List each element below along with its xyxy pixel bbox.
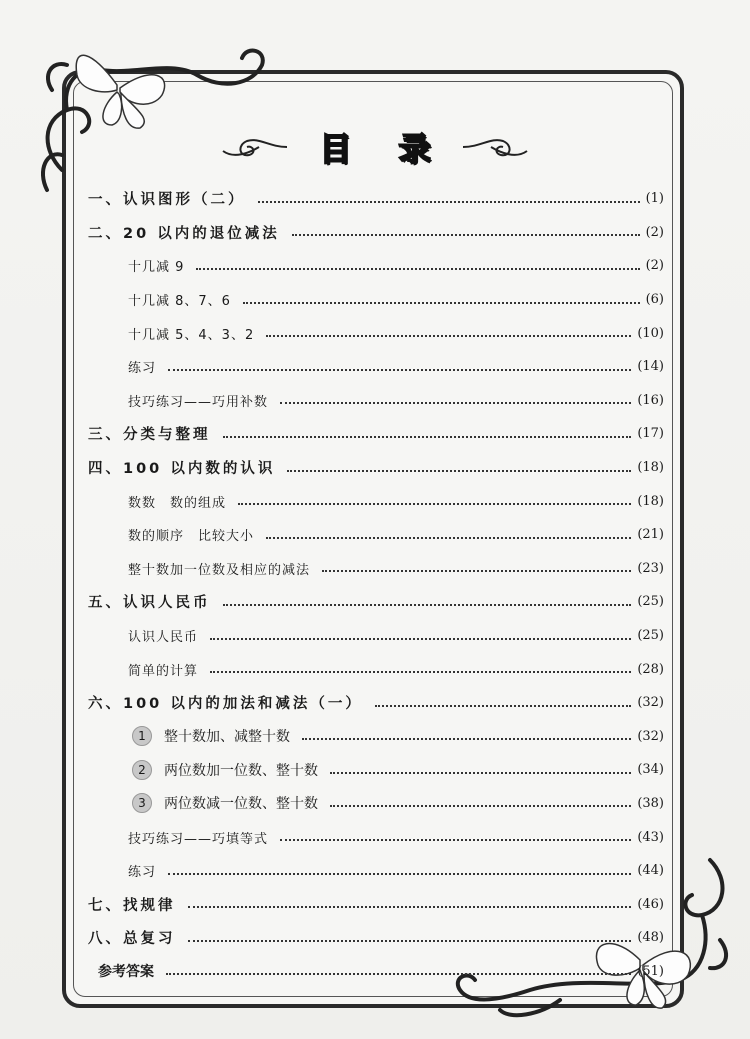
toc-entry[interactable] [88, 552, 664, 586]
toc-entry-label: 一、认识图形（二） [88, 192, 246, 209]
toc-entry[interactable] [88, 652, 664, 686]
toc-entry-label: 七、找规律 [88, 897, 176, 914]
page-number: (23) [637, 560, 664, 576]
dot-leader [168, 873, 631, 875]
dot-leader [302, 738, 631, 740]
dot-leader [188, 906, 632, 908]
toc-entry[interactable] [88, 619, 664, 653]
toc-entry-text: 两位数减一位数、整十数 [164, 796, 318, 813]
toc-entry-label: 二、20 以内的退位减法 [88, 225, 280, 242]
page-number: (32) [637, 728, 664, 744]
dot-leader [223, 604, 632, 606]
top-left-butterfly-ornament [22, 30, 272, 200]
toc-entry[interactable] [88, 921, 664, 955]
page-number: (21) [637, 527, 664, 543]
toc-entry[interactable] [88, 753, 664, 787]
dot-leader [223, 436, 632, 438]
page-number: (43) [637, 829, 664, 845]
page-number: (25) [637, 628, 664, 644]
dot-leader [330, 772, 631, 774]
section-number-badge: 1 [132, 726, 152, 746]
toc-entry-label: 数数 数的组成 [128, 495, 227, 511]
toc-entry[interactable] [88, 350, 664, 384]
toc-entry-label: 参考答案 [98, 964, 154, 981]
toc-entry[interactable] [88, 820, 664, 854]
dot-leader [238, 503, 631, 505]
dot-leader [287, 470, 631, 472]
page-title: 目 录 [319, 130, 449, 168]
toc-entry-label: 整十数加一位数及相应的减法 [128, 562, 311, 578]
toc-entry-text: 整十数加、减整十数 [164, 729, 290, 746]
toc-entry-label: 练习 [128, 361, 157, 377]
toc-entry-label: 十几减 9 [128, 260, 185, 276]
dot-leader [168, 369, 631, 371]
toc-entry[interactable] [88, 384, 664, 418]
toc-entry[interactable] [88, 955, 664, 989]
toc-entry-label: 技巧练习——巧填等式 [128, 831, 269, 847]
page-number: (34) [637, 762, 664, 778]
dot-leader [166, 973, 631, 975]
dot-leader [266, 537, 631, 539]
toc-entry-text: 两位数加一位数、整十数 [164, 762, 318, 779]
dot-leader [210, 671, 631, 673]
page-number: (14) [637, 359, 664, 375]
page-number: (16) [637, 392, 664, 408]
toc-entry-label [88, 760, 324, 780]
page-number: (46) [637, 896, 664, 912]
page-number: (28) [637, 661, 664, 677]
toc-entry[interactable] [88, 585, 664, 619]
page-number: (32) [637, 695, 664, 711]
toc-entry-label: 认识人民币 [128, 630, 199, 646]
toc-entry[interactable] [88, 283, 664, 317]
page-number: (25) [637, 594, 664, 610]
page-number: (6) [645, 292, 664, 308]
dot-leader [280, 839, 631, 841]
toc-entry-label: 六、100 以内的加法和减法（一） [88, 696, 363, 713]
dot-leader [188, 940, 632, 942]
toc-entry[interactable] [88, 787, 664, 821]
toc-entry-label: 数的顺序 比较大小 [128, 529, 255, 545]
toc-entry[interactable] [88, 249, 664, 283]
toc-entry[interactable] [88, 216, 664, 250]
page-number: (18) [637, 493, 664, 509]
toc-entry-label: 五、认识人民币 [88, 595, 211, 612]
page-number: (1) [645, 191, 664, 207]
dot-leader [258, 201, 640, 203]
dot-leader [330, 805, 631, 807]
section-number-badge: 2 [132, 760, 152, 780]
dot-leader [322, 570, 631, 572]
table-of-contents [88, 182, 664, 988]
dot-leader [280, 402, 631, 404]
page-number: (38) [637, 795, 664, 811]
left-swirl-ornament [219, 133, 289, 161]
right-swirl-ornament [461, 133, 531, 161]
dot-leader [243, 302, 640, 304]
toc-entry-label: 简单的计算 [128, 663, 199, 679]
toc-entry[interactable] [88, 316, 664, 350]
toc-entry[interactable] [88, 484, 664, 518]
toc-entry[interactable] [88, 182, 664, 216]
page-number: (10) [637, 325, 664, 341]
page-number: (2) [645, 224, 664, 240]
page-number: (44) [637, 863, 664, 879]
toc-entry-label [88, 793, 324, 813]
page-number: (48) [637, 930, 664, 946]
toc-entry-label: 练习 [128, 865, 157, 881]
toc-entry[interactable] [88, 686, 664, 720]
dot-leader [375, 705, 631, 707]
toc-entry-label [88, 726, 296, 746]
toc-entry[interactable] [88, 417, 664, 451]
dot-leader [196, 268, 639, 270]
page-number: (2) [645, 258, 664, 274]
toc-entry-label: 十几减 8、7、6 [128, 294, 231, 310]
toc-entry-label: 四、100 以内数的认识 [88, 461, 276, 478]
toc-entry[interactable] [88, 854, 664, 888]
toc-entry-label: 八、总复习 [88, 931, 176, 948]
page-number: (51) [637, 963, 664, 979]
page-number: (18) [637, 460, 664, 476]
dot-leader [210, 638, 631, 640]
dot-leader [266, 335, 631, 337]
toc-entry[interactable] [88, 451, 664, 485]
toc-entry-label: 技巧练习——巧用补数 [128, 394, 269, 410]
page-number: (17) [637, 426, 664, 442]
title-area [0, 125, 750, 169]
toc-entry-label: 三、分类与整理 [88, 427, 211, 444]
toc-entry[interactable] [88, 887, 664, 921]
toc-entry[interactable] [88, 518, 664, 552]
section-number-badge: 3 [132, 793, 152, 813]
toc-entry-label: 十几减 5、4、3、2 [128, 327, 255, 343]
dot-leader [292, 234, 640, 236]
toc-entry[interactable] [88, 720, 664, 754]
